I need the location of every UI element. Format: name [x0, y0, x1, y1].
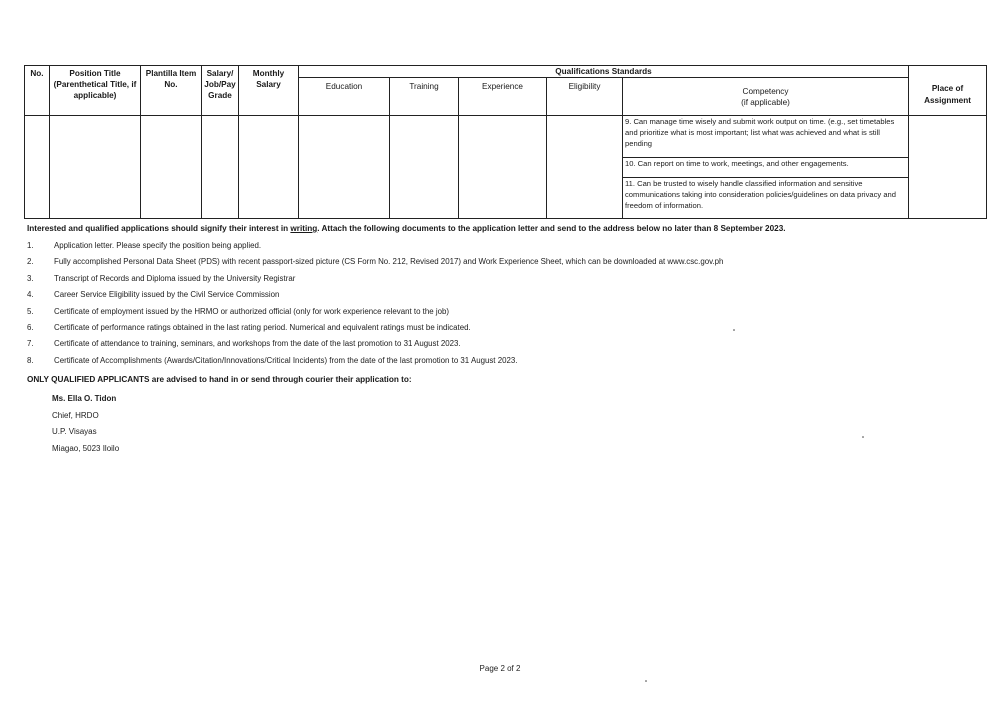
recipient-address [52, 391, 119, 457]
col-header-salary-grade: Salary/ Job/Pay Grade [202, 66, 239, 116]
cell-eligibility [547, 116, 623, 219]
page-number: Page 2 of 2 [479, 664, 521, 673]
list-item: 3. Transcript of Records and Diploma issued by the University Registrar [27, 273, 296, 283]
cell-education [299, 116, 390, 219]
list-item: 8. Certificate of Accomplishments (Awards/Citation/Innovations/Critical Incidents) from the date of the last promotion to 31 August 2023. [27, 355, 518, 365]
col-header-place-of-assignment: Place of Assignment [909, 66, 987, 116]
cell-training [390, 116, 459, 219]
col-header-competency: Competency (if applicable) [623, 78, 909, 116]
col-header-qualification-standards: Qualifications Standards [299, 66, 909, 78]
cell-monthly-salary [239, 116, 299, 219]
col-header-plantilla: Plantilla Item No. [141, 66, 202, 116]
qualifications-table [24, 65, 987, 219]
required-documents-list [27, 241, 723, 372]
cell-experience [459, 116, 547, 219]
list-item: 2. Fully accomplished Personal Data Sheet (PDS) with recent passport-sized picture (CS Form No. 212, Revised 2017) and Work Experience Sheet, which can be downloaded at www.csc.gov.ph [27, 257, 724, 267]
col-header-education: Education [299, 78, 390, 116]
recipient-name: Ms. Ella O. Tidon [52, 394, 117, 403]
list-item: 5. Certificate of employment issued by the HRMO or authorized official (only for work experience relevant to the job) [27, 306, 450, 316]
col-header-no: No. [25, 66, 50, 116]
col-header-monthly-salary: Monthly Salary [239, 66, 299, 116]
cell-no [25, 116, 50, 219]
list-item: 7. Certificate of attendance to training, seminars, and workshops from the date of the last promotion to 31 August 2023. [27, 339, 461, 349]
col-header-position-title: Position Title (Parenthetical Title, if applicable) [50, 66, 141, 116]
competency-item: 9. Can manage time wisely and submit work output on time. (e.g., set timetables and prioritize what is most important; list what was achieved and what is still pending [623, 116, 908, 158]
cell-position-title [50, 116, 141, 219]
cell-plantilla [141, 116, 202, 219]
recipient-city: Miagao, 5023 Iloilo [52, 443, 120, 453]
list-item: 1. Application letter. Please specify the position being applied. [27, 241, 262, 250]
col-header-experience: Experience [459, 78, 547, 116]
competency-item: 11. Can be trusted to wisely handle classified information and sensitive communications taking into consideration policies/guidelines on data privacy and freedom of information. [625, 179, 897, 210]
cell-salary-grade [202, 116, 239, 219]
scan-speck [862, 436, 864, 438]
competency-item: 10. Can report on time to work, meetings, and other engagements. [623, 158, 908, 178]
list-item: 4. Career Service Eligibility issued by the Civil Service Commission [27, 290, 280, 300]
recipient-title: Chief, HRDO [52, 410, 99, 420]
list-item: 6. Certificate of performance ratings obtained in the last rating period. Numerical and equivalent ratings must be indicated. [27, 322, 471, 332]
recipient-org: U.P. Visayas [52, 427, 97, 436]
scan-speck [645, 680, 647, 682]
col-header-training: Training [390, 78, 459, 116]
application-instructions: Interested and qualified applications should signify their interest in writing. Attach the following documents to the application letter and send to the address below no later than 8 September 2023. [27, 224, 786, 233]
cell-competency [623, 116, 909, 219]
qualified-applicants-note: ONLY QUALIFIED APPLICANTS are advised to hand in or send through courier their application to: [27, 375, 412, 384]
col-header-eligibility: Eligibility [547, 78, 623, 116]
scan-speck [733, 329, 735, 331]
cell-place-of-assignment [909, 116, 987, 219]
